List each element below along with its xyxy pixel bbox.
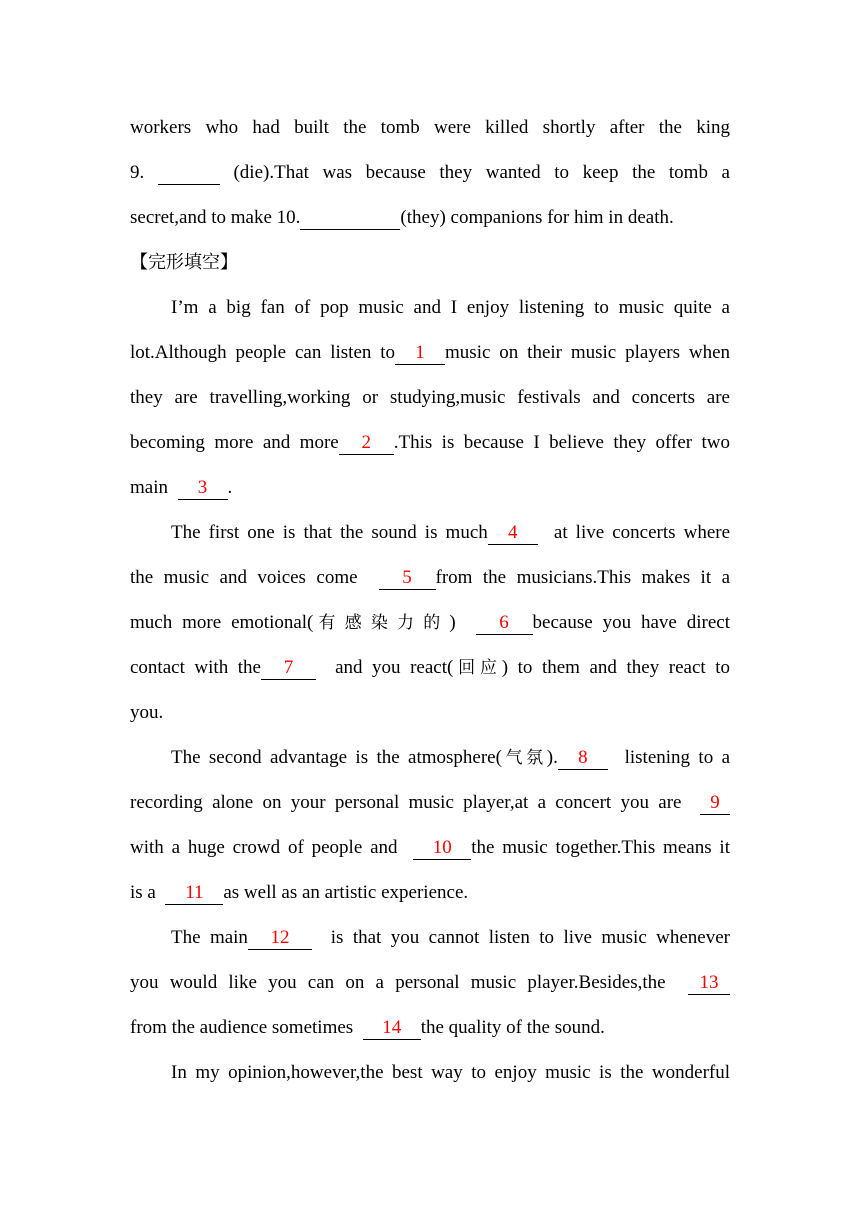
p2-line-4 — [130, 645, 730, 690]
text-span: from the audience sometimes — [130, 1017, 354, 1038]
intro-text: secret,and to make 10. — [130, 207, 301, 228]
text-span: because you have direct — [532, 612, 731, 633]
text-span: much more emotional( — [130, 612, 314, 633]
text-span: ). — [546, 747, 558, 768]
intro-text: (die).That was because they wanted to keep the tomb a — [233, 162, 730, 183]
text-span: becoming more and more — [130, 432, 339, 453]
p1-line-2 — [130, 330, 730, 375]
text-span: listening to a — [624, 747, 730, 768]
answer-blank-9[interactable] — [158, 162, 220, 185]
text-span: the quality of the sound. — [420, 1017, 605, 1038]
p1-line-4 — [130, 420, 730, 465]
answer-blank-1[interactable]: 1 — [395, 342, 445, 365]
p4-line-2 — [130, 960, 730, 1005]
p1-line-5 — [130, 465, 730, 510]
text-span: recording alone on your personal music player,at a concert you are — [130, 792, 682, 813]
answer-blank-11[interactable]: 11 — [165, 882, 223, 905]
p3-line-2 — [130, 780, 730, 825]
text-span: The second advantage is the atmosphere( — [171, 747, 502, 768]
text-span: the music and voices come — [130, 567, 358, 588]
p2-line-1 — [130, 510, 730, 555]
p5-line-1: In my opinion,however,the best way to enjoy music is the wonderful — [171, 1062, 730, 1083]
answer-blank-10[interactable] — [300, 207, 400, 230]
text-span: contact with the — [130, 657, 261, 678]
answer-blank-10[interactable]: 10 — [413, 837, 471, 860]
text-span: and you react( — [335, 657, 454, 678]
p4-line-3 — [130, 1005, 730, 1050]
p1-line-3: they are travelling,working or studying,music festivals and concerts are — [130, 387, 730, 408]
p1-line-1: I’m a big fan of pop music and I enjoy listening to music quite a — [171, 297, 730, 318]
text-span: music on their music players when — [445, 342, 730, 363]
text-span: main — [130, 477, 168, 498]
answer-blank-7[interactable]: 7 — [261, 657, 316, 680]
text-span: The main — [171, 927, 248, 948]
chinese-gloss: 气氛 — [501, 748, 547, 768]
intro-text: (they) companions for him in death. — [400, 207, 674, 228]
intro-line-3 — [130, 195, 730, 240]
answer-blank-5[interactable]: 5 — [379, 567, 436, 590]
text-span: from the musicians.This makes it a — [435, 567, 731, 588]
text-span: is a — [130, 882, 156, 903]
p3-line-3 — [130, 825, 730, 870]
text-span: with a huge crowd of people and — [130, 837, 398, 858]
answer-blank-12[interactable]: 12 — [248, 927, 312, 950]
text-span: ) to them and they react to — [501, 657, 730, 678]
answer-blank-6[interactable]: 6 — [476, 612, 533, 635]
p3-line-1 — [130, 735, 730, 780]
intro-line-1: workers who had built the tomb were killed shortly after the king — [130, 117, 730, 138]
question-number: 9. — [130, 162, 145, 183]
text-span: . — [227, 477, 233, 498]
answer-blank-4[interactable]: 4 — [488, 522, 538, 545]
answer-blank-13[interactable]: 13 — [688, 972, 730, 995]
section-title: 【完形填空】 — [130, 252, 238, 273]
chinese-gloss: 回应 — [453, 658, 502, 678]
answer-blank-8[interactable]: 8 — [558, 747, 608, 770]
text-span: is that you cannot listen to live music whenever — [330, 927, 731, 948]
text-span: lot.Although people can listen to — [130, 342, 396, 363]
text-span: ) — [449, 612, 456, 633]
chinese-gloss: 有感染力的 — [313, 613, 450, 633]
text-span: you would like you can on a personal music player.Besides,the — [130, 972, 666, 993]
text-span: .This is because I believe they offer two — [393, 432, 731, 453]
document-page — [130, 105, 730, 1095]
intro-line-2 — [130, 150, 730, 195]
text-span: The first one is that the sound is much — [171, 522, 488, 543]
text-span: as well as an artistic experience. — [223, 882, 469, 903]
p2-line-2 — [130, 555, 730, 600]
p2-line-5: you. — [130, 702, 164, 723]
p2-line-3 — [130, 600, 730, 645]
p4-line-1 — [130, 915, 730, 960]
answer-blank-14[interactable]: 14 — [363, 1017, 421, 1040]
text-span: at live concerts where — [553, 522, 731, 543]
answer-blank-2[interactable]: 2 — [339, 432, 394, 455]
answer-blank-3[interactable]: 3 — [178, 477, 228, 500]
p3-line-4 — [130, 870, 730, 915]
text-span: the music together.This means it — [471, 837, 730, 858]
answer-blank-9[interactable]: 9 — [700, 792, 730, 815]
